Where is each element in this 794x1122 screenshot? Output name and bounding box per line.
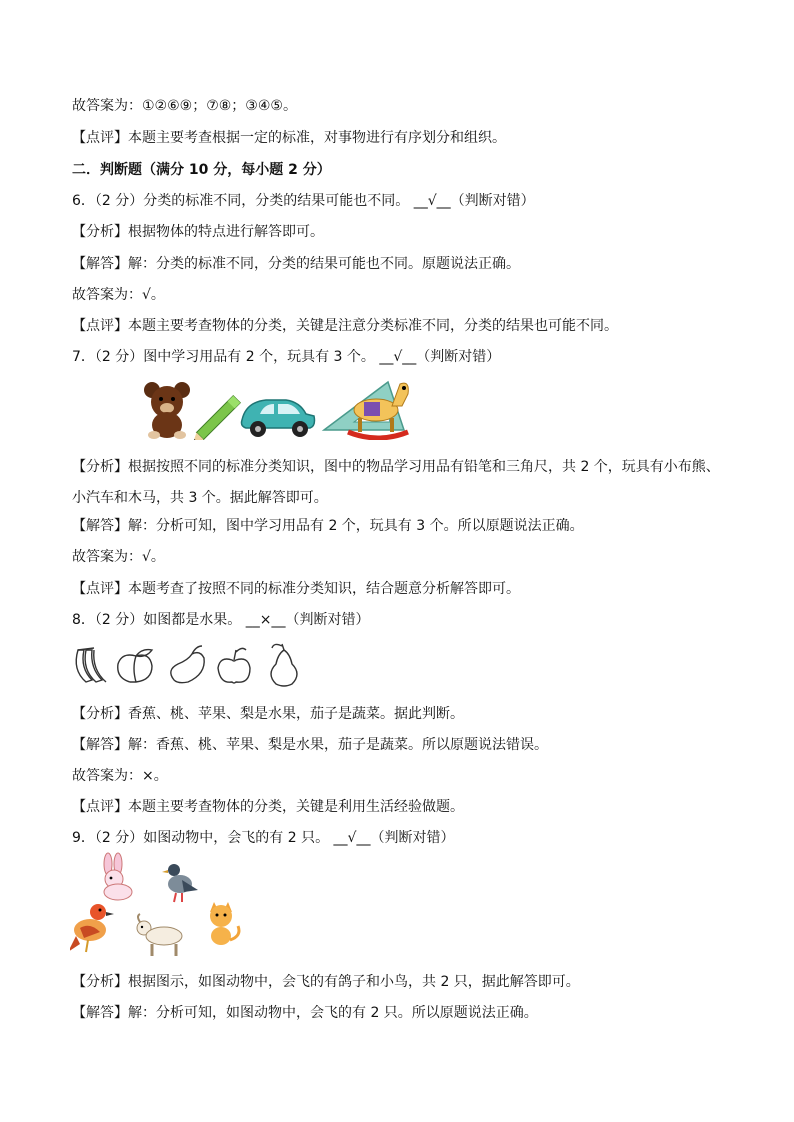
q9-analysis: 【分析】根据图示，如图动物中，会飞的有鸽子和小鸟，共 2 只，据此解答即可。 bbox=[72, 974, 580, 990]
pear-icon bbox=[271, 644, 297, 686]
question-8: 8．（2 分）如图都是水果。 __×__（判断对错） bbox=[72, 612, 370, 628]
q7-analysis: 【分析】根据按照不同的标准分类知识，图中的物品学习用品有铅笔和三角尺，共 2 个，玩具有小布熊、小汽车和木马，共 3 个。据此解答即可。 bbox=[72, 459, 720, 506]
question-6: 6．（2 分）分类的标准不同，分类的结果可能也不同。 __√__（判断对错） bbox=[72, 193, 535, 209]
q7-items-picture bbox=[70, 378, 410, 440]
comment-line: 【点评】本题主要考查根据一定的标准，对事物进行有序划分和组织。 bbox=[72, 130, 506, 146]
q8-analysis: 【分析】香蕉、桃、苹果、梨是水果，茄子是蔬菜。据此判断。 bbox=[72, 706, 464, 722]
toy-car-icon bbox=[242, 400, 315, 437]
apple-icon bbox=[218, 648, 250, 683]
rabbit-icon bbox=[104, 853, 132, 900]
pigeon-icon bbox=[162, 864, 198, 902]
answer-line: 故答案为：①②⑥⑨；⑦⑧；③④⑤。 bbox=[72, 98, 297, 114]
q7-answer: 故答案为：√。 bbox=[72, 549, 165, 565]
eggplant-icon bbox=[171, 646, 204, 683]
q6-analysis: 【分析】根据物体的特点进行解答即可。 bbox=[72, 224, 324, 240]
q8-answer: 故答案为：×。 bbox=[72, 768, 168, 784]
q7-comment: 【点评】本题考查了按照不同的标准分类知识，结合题意分析解答即可。 bbox=[72, 581, 520, 597]
q8-items-picture bbox=[70, 640, 310, 690]
teddy-bear-icon bbox=[144, 382, 190, 439]
question-9: 9．（2 分）如图动物中，会飞的有 2 只。 __√__（判断对错） bbox=[72, 830, 455, 846]
q9-animals-picture bbox=[70, 852, 260, 962]
section-heading: 二．判断题（满分 10 分，每小题 2 分） bbox=[72, 162, 331, 178]
red-bird-icon bbox=[70, 904, 114, 952]
q9-solution: 【解答】解：分析可知，如图动物中，会飞的有 2 只。所以原题说法正确。 bbox=[72, 1005, 538, 1021]
q8-comment: 【点评】本题主要考查物体的分类，关键是利用生活经验做题。 bbox=[72, 799, 464, 815]
goat-icon bbox=[137, 914, 182, 956]
q7-solution: 【解答】解：分析可知，图中学习用品有 2 个，玩具有 3 个。所以原题说法正确。 bbox=[72, 518, 584, 534]
q6-answer: 故答案为：√。 bbox=[72, 287, 165, 303]
question-7: 7．（2 分）图中学习用品有 2 个，玩具有 3 个。 __√__（判断对错） bbox=[72, 349, 501, 365]
cat-icon bbox=[210, 902, 239, 945]
pencil-icon bbox=[189, 396, 240, 440]
q6-solution: 【解答】解：分类的标准不同，分类的结果可能也不同。原题说法正确。 bbox=[72, 256, 520, 272]
q8-solution: 【解答】解：香蕉、桃、苹果、梨是水果，茄子是蔬菜。所以原题说法错误。 bbox=[72, 737, 548, 753]
peach-icon bbox=[118, 650, 152, 682]
banana-icon bbox=[76, 648, 106, 682]
q6-comment: 【点评】本题主要考查物体的分类，关键是注意分类标准不同，分类的结果也可能不同。 bbox=[72, 318, 618, 334]
